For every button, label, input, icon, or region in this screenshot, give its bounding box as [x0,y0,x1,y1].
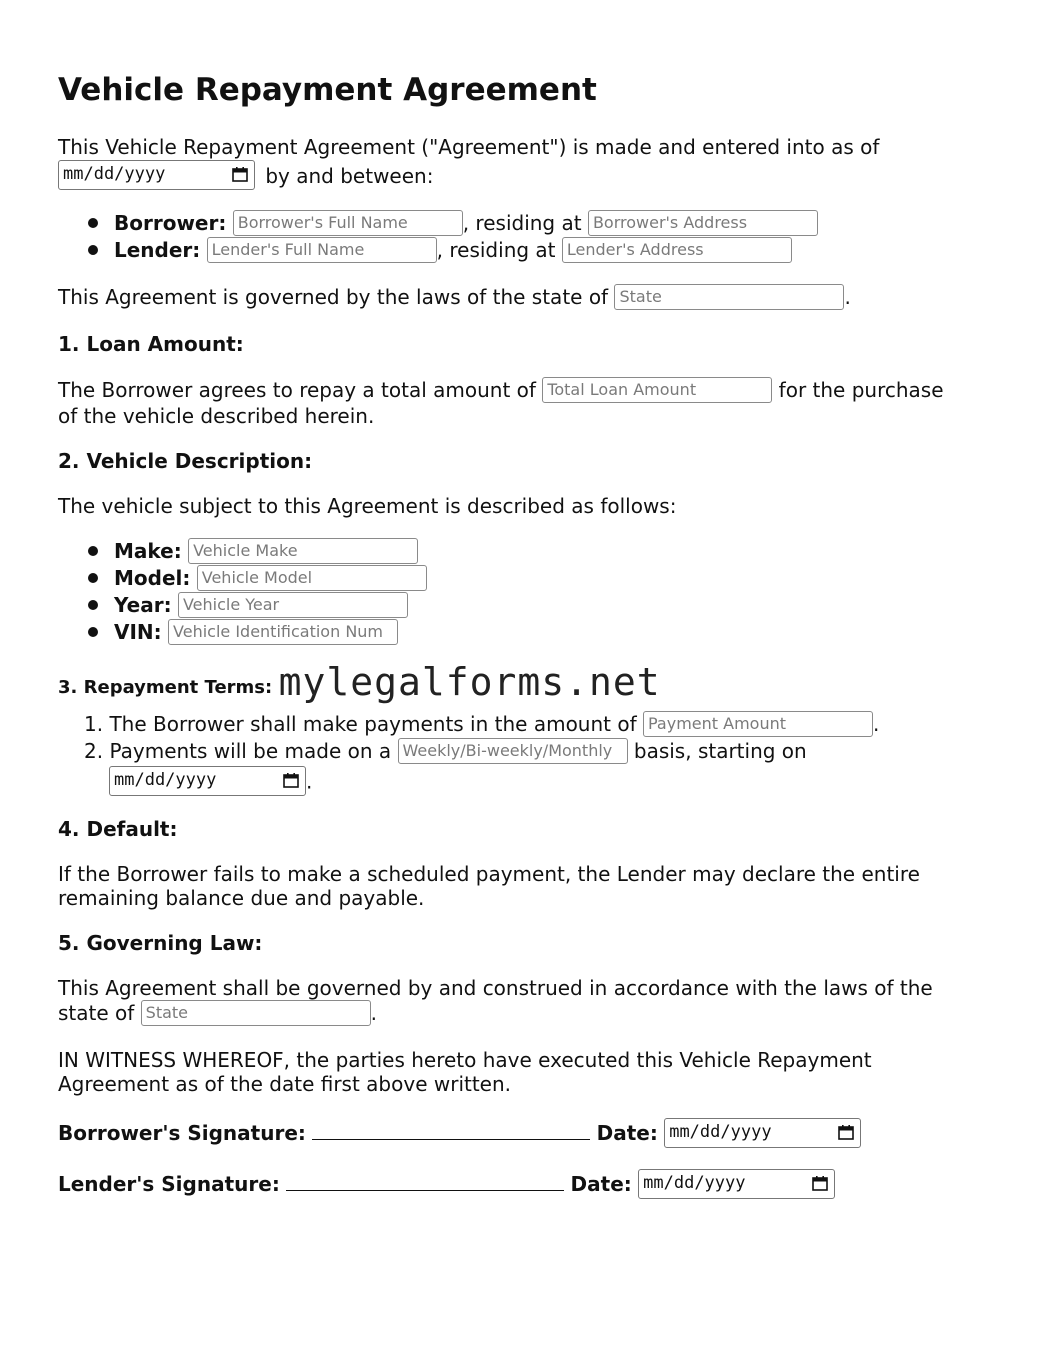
item-1-text: The Borrower shall make payments in the amount of [109,712,637,736]
item-2-end: . [306,769,313,794]
calendar-icon[interactable] [812,1176,828,1191]
section-1-heading: 1. Loan Amount: [58,332,244,356]
vehicle-year-item [88,593,408,620]
governing-law-end: . [370,1001,378,1025]
vehicle-year-input[interactable]: Vehicle Year [178,592,408,618]
vehicle-intro: The vehicle subject to this Agreement is described as follows: [58,494,677,518]
section-4-heading: 4. Default: [58,817,178,841]
lender-signature-row [58,1170,835,1201]
loan-amount-text-after: for the purchase [778,378,944,402]
payment-frequency-input[interactable]: Weekly/Bi-weekly/Monthly [398,738,628,764]
borrower-item [88,211,818,238]
lender-signature-label: Lender's Signature: [58,1172,280,1196]
state-input[interactable]: State [614,284,844,310]
model-label: Model: [114,566,191,590]
lender-date-input[interactable]: mm/dd/yyyy [638,1169,835,1199]
loan-amount-text: The Borrower agrees to repay a total amount of [58,378,536,402]
borrower-signature-row [58,1119,861,1150]
calendar-icon[interactable] [232,167,248,182]
payment-start-date-input[interactable]: mm/dd/yyyy [109,766,306,796]
borrower-signature-label: Borrower's Signature: [58,1121,306,1145]
calendar-icon[interactable] [838,1125,854,1140]
section-2-heading: 2. Vehicle Description: [58,449,313,473]
bullet [88,627,98,637]
vehicle-make-input[interactable]: Vehicle Make [188,538,418,564]
lender-residing-text: , residing at [436,238,556,262]
agreement-date-input[interactable]: mm/dd/yyyy [58,160,255,190]
item-2-number: 2. [84,739,104,763]
lender-date-label: Date: [570,1172,632,1196]
section-3-heading: 3. Repayment Terms: [58,677,273,698]
bullet [88,600,98,610]
item-2-after: basis, starting on [633,739,807,763]
page-title: Vehicle Repayment Agreement [58,72,597,108]
intro-by-and-between: by and between: [265,163,434,188]
borrower-signature-line[interactable] [312,1119,590,1140]
item-1-end: . [873,712,880,736]
governing-intro [58,285,851,312]
borrower-address-input[interactable]: Borrower's Address [588,210,818,236]
item-2-text: Payments will be made on a [109,739,392,763]
repayment-item-2 [84,739,807,766]
vehicle-vin-item [88,620,398,647]
borrower-name-input[interactable]: Borrower's Full Name [233,210,463,236]
lender-name-input[interactable]: Lender's Full Name [207,237,437,263]
governing-intro-text: This Agreement is governed by the laws of the state of [58,285,609,309]
lender-signature-line[interactable] [286,1170,564,1191]
loan-amount-line [58,378,944,405]
lender-address-input[interactable]: Lender's Address [562,237,792,263]
intro-line-2 [58,162,433,192]
governing-state-input[interactable]: State [141,1000,371,1026]
default-line-1: If the Borrower fails to make a scheduled payment, the Lender may declare the entire [58,862,920,886]
total-loan-amount-input[interactable]: Total Loan Amount [542,377,772,403]
loan-amount-line-2: of the vehicle described herein. [58,404,375,428]
witness-line-2: Agreement as of the date first above written. [58,1072,512,1096]
bullet [88,218,98,228]
lender-label: Lender: [114,238,201,262]
vehicle-model-item [88,566,427,593]
bullet [88,573,98,583]
borrower-date-input[interactable]: mm/dd/yyyy [664,1118,861,1148]
intro-line-1: This Vehicle Repayment Agreement ("Agreement") is made and entered into as of [58,135,880,159]
bullet [88,245,98,255]
make-label: Make: [114,539,182,563]
item-1-number: 1. [84,712,104,736]
borrower-label: Borrower: [114,211,227,235]
governing-law-state-text: state of [58,1001,135,1025]
governing-law-line-1: This Agreement shall be governed by and construed in accordance with the laws of the [58,976,933,1000]
calendar-icon[interactable] [283,773,299,788]
governing-intro-end: . [844,285,851,309]
vehicle-model-input[interactable]: Vehicle Model [197,565,427,591]
bullet [88,546,98,556]
vehicle-make-item [88,539,418,566]
payment-amount-input[interactable]: Payment Amount [643,711,873,737]
vehicle-vin-input[interactable]: Vehicle Identification Num [168,619,398,645]
watermark: mylegalforms.net [278,660,661,704]
governing-law-line-2 [58,1001,377,1028]
default-line-2: remaining balance due and payable. [58,886,425,910]
witness-line-1: IN WITNESS WHEREOF, the parties hereto have executed this Vehicle Repayment [58,1048,872,1072]
repayment-start-date-line [109,768,312,798]
borrower-residing-text: , residing at [462,211,582,235]
lender-item [88,238,792,265]
borrower-date-label: Date: [596,1121,658,1145]
vin-label: VIN: [114,620,162,644]
section-5-heading: 5. Governing Law: [58,931,263,955]
year-label: Year: [114,593,172,617]
section-3-heading-line [58,660,661,708]
repayment-item-1 [84,712,879,739]
